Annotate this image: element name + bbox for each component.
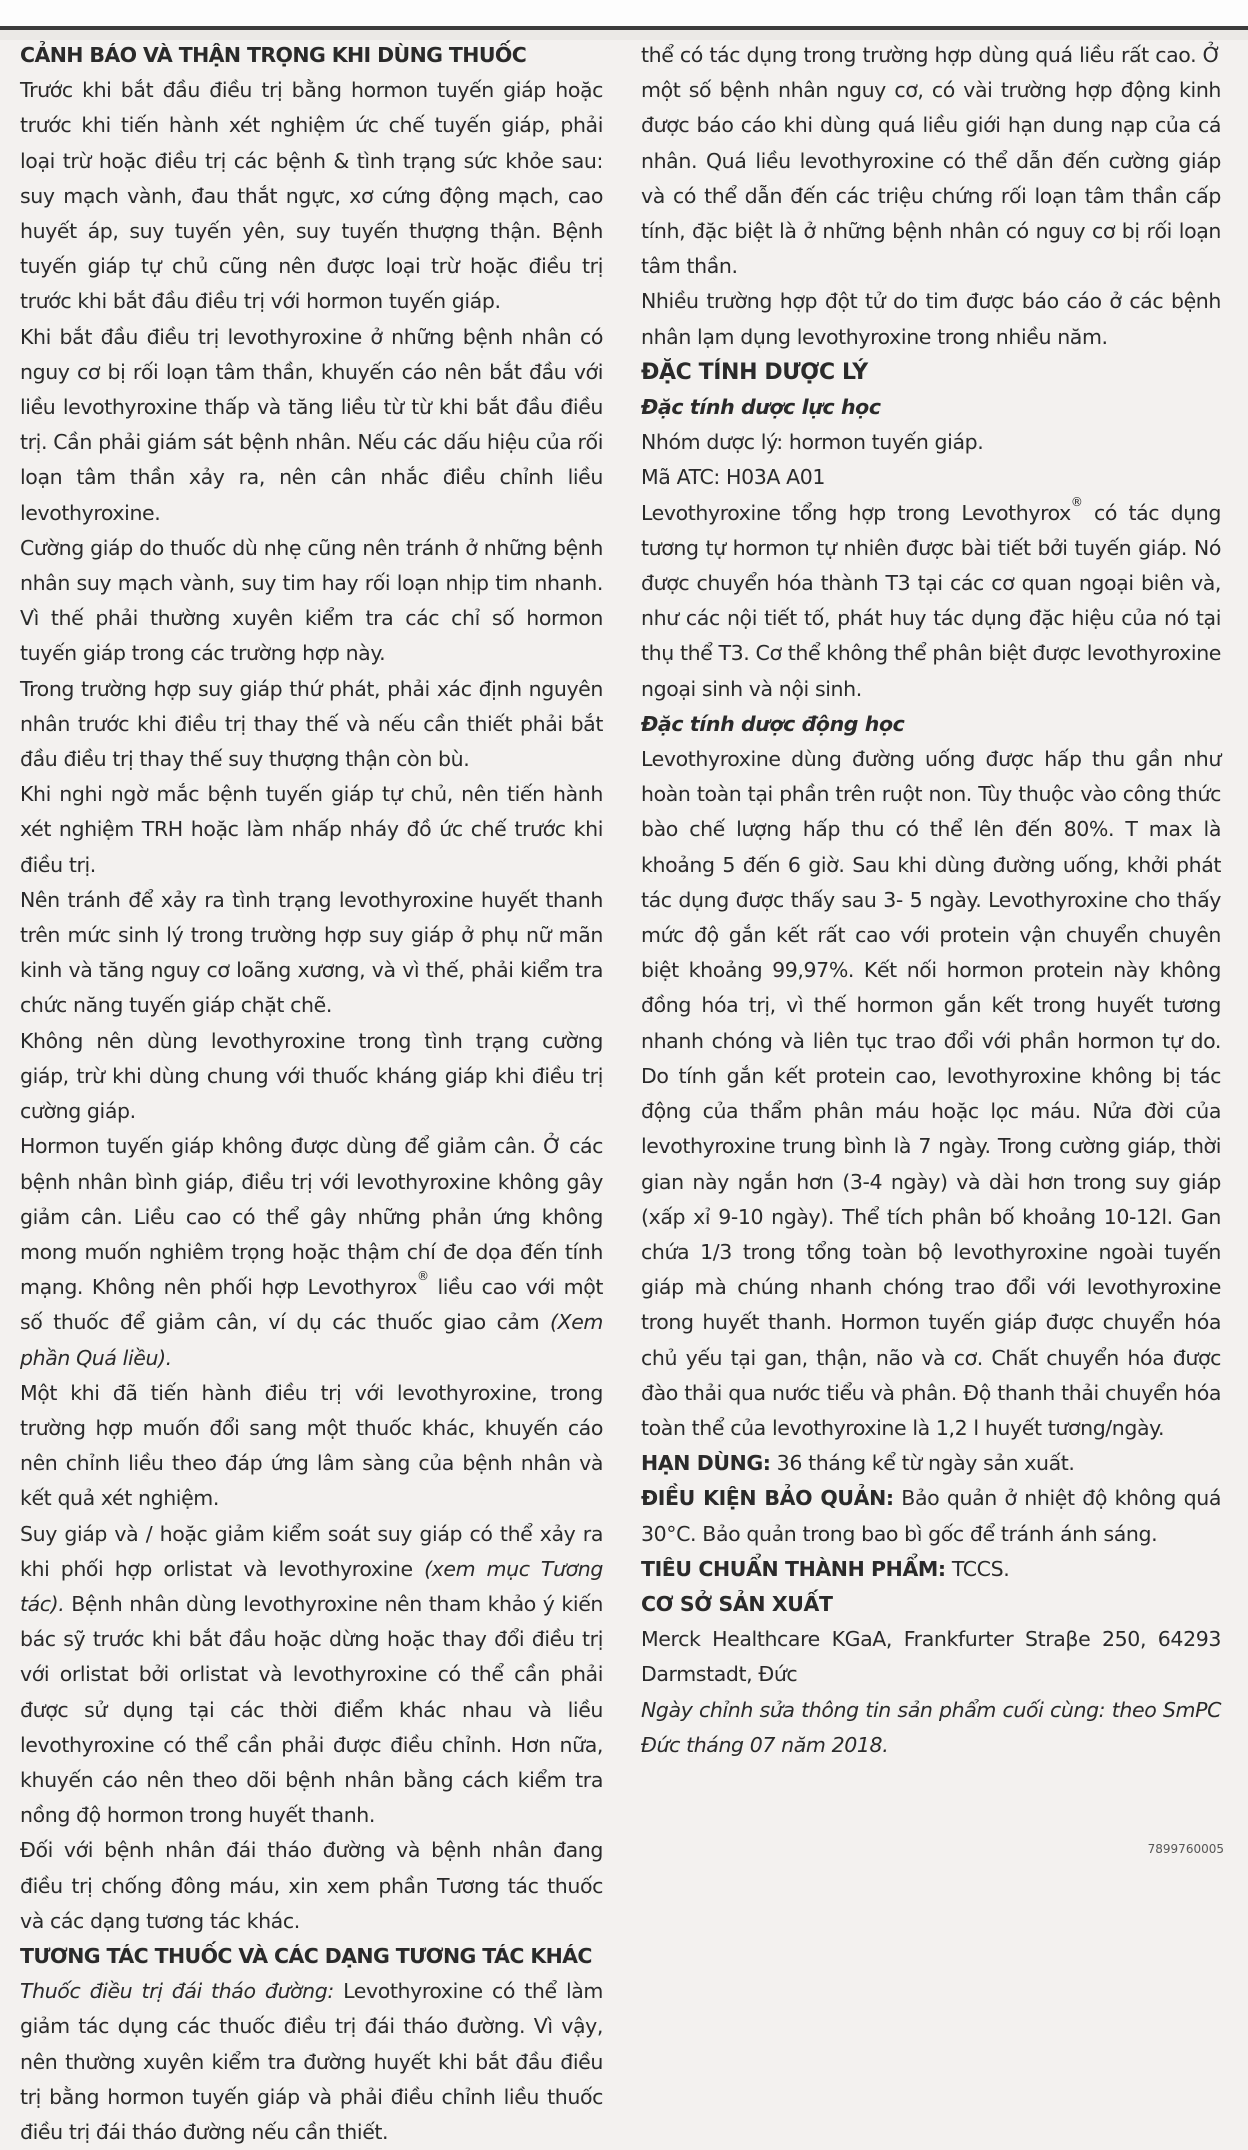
paragraph [641,496,1221,707]
pharmacodynamics-heading: Đặc tính dược lực học [641,395,881,420]
revision-date: Ngày chỉnh sửa thông tin sản phẩm cuối cùng: theo SmPC Đức tháng 07 năm 2018. [641,1697,1221,1757]
paragraph [20,1129,603,1375]
paragraph [20,1517,603,1834]
paragraph: Nhiều trường hợp đột tử do tim được báo cáo ở các bệnh nhân lạm dụng levothyroxine trong nhiều năm. [641,289,1221,349]
cross-reference: (xem mục Tương tác). [20,1556,603,1616]
paragraph: Nên tránh để xảy ra tình trạng levothyroxine huyết thanh trên mức sinh lý trong trường hợp suy giáp ở phụ nữ mãn kinh và tăng nguy cơ loãng xương, và vì thế, phải kiểm tra chức năng tuyến giáp chặt chẽ. [20,887,603,1018]
pharmacological-group: Nhóm dược lý: hormon tuyến giáp. [641,430,984,455]
atc-code: Mã ATC: H03A A01 [641,465,826,490]
cross-reference: (Xem phần Quá liều). [20,1310,603,1370]
interactions-heading: TƯƠNG TÁC THUỐC VÀ CÁC DẠNG TƯƠNG TÁC KHÁC [20,1943,592,1968]
storage-label: ĐIỀU KIỆN BẢO QUẢN: [641,1486,894,1511]
manufacturer-heading: CƠ SỞ SẢN XUẤT [641,1591,833,1616]
paragraph: Cường giáp do thuốc dù nhẹ cũng nên tránh ở những bệnh nhân suy mạch vành, suy tim hay rối loạn nhịp tim nhanh. Vì thế phải thường xuyên kiểm tra các chỉ số hormon tuyến giáp trong các trường hợp này. [20,535,603,666]
text-run: Bệnh nhân dùng levothyroxine nên tham khảo ý kiến bác sỹ trước khi bắt đầu hoặc dừng hoặc thay đổi điều trị với orlistat bởi orlistat và levothyroxine có thể cần phải được sử dụng tại các thời điểm khác nhau và liều levothyroxine có thể cần phải được điều chỉnh. Hơn nữa, khuyến cáo nên theo dõi bệnh nhân bằng cách kiểm tra nồng độ hormon trong huyết thanh. [20,1591,603,1828]
paragraph: Không nên dùng levothyroxine trong tình trạng cường giáp, trừ khi dùng chung với thuốc kháng giáp khi điều trị cường giáp. [20,1028,603,1124]
standard-label: TIÊU CHUẨN THÀNH PHẨM: [641,1556,946,1581]
pharmacology-heading: ĐẶC TÍNH DƯỢC LÝ [641,359,868,385]
text-run: Levothyroxine có thể làm giảm tác dụng các thuốc điều trị đái tháo đường. Vì vậy, nên thường xuyên kiểm tra đường huyết khi bắt đầu điều trị bằng hormon tuyến giáp và phải điều chỉnh liều thuốc điều trị đái tháo đường nếu cần thiết. [20,1979,603,2144]
storage-text: Bảo quản ở nhiệt độ không quá 30°C. Bảo quản trong bao bì gốc để tránh ánh sáng. [641,1486,1221,1546]
pharmacokinetics-heading: Đặc tính dược động học [641,711,905,736]
standard-line [641,1552,1221,1587]
paragraph: Khi nghi ngờ mắc bệnh tuyến giáp tự chủ, nên tiến hành xét nghiệm TRH hoặc làm nhấp nháy đồ ức chế trước khi điều trị. [20,782,603,877]
text-run: Hormon tuyến giáp không được dùng để giảm cân. Ở các bệnh nhân bình giáp, điều trị với levothyroxine không gây giảm cân. Liều cao có thể gây những phản ứng không mong muốn nghiêm trọng hoặc thậm chí đe dọa đến tính mạng. Không nên phối hợp Levothyrox [20,1134,603,1300]
paragraph: thể có tác dụng trong trường hợp dùng quá liều rất cao. Ở một số bệnh nhân nguy cơ, có vài trường hợp động kinh được báo cáo khi dùng quá liều giới hạn dung nạp của cá nhân. Quá liều levothyroxine có thể dẫn đến cường giáp và có thể dẫn đến các triệu chứng rối loạn tâm thần cấp tính, đặc biệt là ở những bệnh nhân có nguy cơ bị rối loạn tâm thần. [641,43,1221,279]
subheading-inline: Thuốc điều trị đái tháo đường: [20,1979,334,2004]
text-run: liều cao với một số thuốc để giảm cân, ví dụ các thuốc giao cảm [20,1275,603,1335]
expiry-line [641,1446,1221,1481]
paragraph: Trong trường hợp suy giáp thứ phát, phải xác định nguyên nhân trước khi điều trị thay thế và nếu cần thiết phải bắt đầu điều trị thay thế suy thượng thận còn bù. [20,676,603,772]
paragraph [20,1974,603,2150]
text-run: có tác dụng tương tự hormon tự nhiên được bài tiết bởi tuyến giáp. Nó được chuyển hóa thành T3 tại các cơ quan ngoại biên và, như các nội tiết tố, phát huy tác dụng đặc hiệu của nó tại thụ thể T3. Cơ thể không thể phân biệt được levothyroxine ngoại sinh và nội sinh. [641,500,1221,701]
paragraph: Khi bắt đầu điều trị levothyroxine ở những bệnh nhân có nguy cơ bị rối loạn tâm thần, khuyến cáo nên bắt đầu với liều levothyroxine thấp và tăng liều từ từ khi bắt đầu điều trị. Cần phải giám sát bệnh nhân. Nếu các dấu hiệu của rối loạn tâm thần xảy ra, nên cân nhắc điều chỉnh liều levothyroxine. [20,324,603,525]
text-run: Levothyroxine tổng hợp trong Levothyrox [641,500,1071,525]
scan-edge [0,0,1248,40]
manufacturer-address: Merck Healthcare KGaA, Frankfurter Straβe 250, 64293 Darmstadt, Đức [641,1627,1221,1687]
warnings-heading: CẢNH BÁO VÀ THẬN TRỌNG KHI DÙNG THUỐC [20,43,527,67]
expiry-text: 36 tháng kể từ ngày sản xuất. [770,1451,1075,1476]
expiry-label: HẠN DÙNG: [641,1451,771,1476]
paragraph: Đối với bệnh nhân đái tháo đường và bệnh nhân đang điều trị chống đông máu, xin xem phần Tương tác thuốc và các dạng tương tác khác. [20,1838,603,1933]
registered-mark: ® [1070,494,1083,509]
paragraph: Levothyroxine dùng đường uống được hấp thu gần như hoàn toàn tại phần trên ruột non. Tùy thuộc vào công thức bào chế lượng hấp thu có thể lên đến 80%. T max là khoảng 5 đến 6 giờ. Sau khi dùng đường uống, khởi phát tác dụng được thấy sau 3- 5 ngày. Levothyroxine cho thấy mức độ gắn kết rất cao với protein vận chuyển chuyên biệt khoảng 99,97%. Kết nối hormon protein này không đồng hóa trị, vì thế hormon gắn kết trong huyết tương nhanh chóng và liên tục trao đổi với phần hormon tự do. Do tính gắn kết protein cao, levothyroxine không bị tác động của thẩm phân máu hoặc lọc máu. Nửa đời của levothyroxine trung bình là 7 ngày. Trong cường giáp, thời gian này ngắn hơn (3-4 ngày) và dài hơn trong suy giáp (xấp xỉ 9-10 ngày). Thể tích phân bố khoảng 10-12l. Gan chứa 1/3 trong tổng toàn bộ levothyroxine ngoài tuyến giáp mà chúng nhanh chóng trao đổi với levothyroxine trong huyết thanh. Hormon tuyến giáp được chuyển hóa chủ yếu tại gan, thận, não và cơ. Chất chuyển hóa được đào thải qua nước tiểu và phân. Độ thanh thải chuyển hóa toàn thể của levothyroxine là 1,2 l huyết tương/ngày. [641,747,1221,1440]
right-column [641,38,1221,1763]
paragraph: Trước khi bắt đầu điều trị bằng hormon tuyến giáp hoặc trước khi tiến hành xét nghiệm ức chế tuyến giáp, phải loại trừ hoặc điều trị các bệnh & tình trạng sức khỏe sau: suy mạch vành, đau thắt ngực, xơ cứng động mạch, cao huyết áp, suy tuyến yên, suy tuyến thượng thận. Bệnh tuyến giáp tự chủ cũng nên được loại trừ hoặc điều trị trước khi bắt đầu điều trị với hormon tuyến giáp. [20,78,603,314]
standard-text: TCCS. [945,1556,1010,1581]
print-code: 7899760005 [1147,1842,1224,1856]
paragraph: Một khi đã tiến hành điều trị với levothyroxine, trong trường hợp muốn đổi sang một thuốc khác, khuyến cáo nên chỉnh liều theo đáp ứng lâm sàng của bệnh nhân và kết quả xét nghiệm. [20,1380,603,1511]
registered-mark: ® [417,1269,429,1284]
text-run: Suy giáp và / hoặc giảm kiểm soát suy giáp có thể xảy ra khi phối hợp orlistat và levothyroxine [20,1521,603,1581]
storage-line [641,1481,1221,1551]
left-column [20,38,603,2150]
